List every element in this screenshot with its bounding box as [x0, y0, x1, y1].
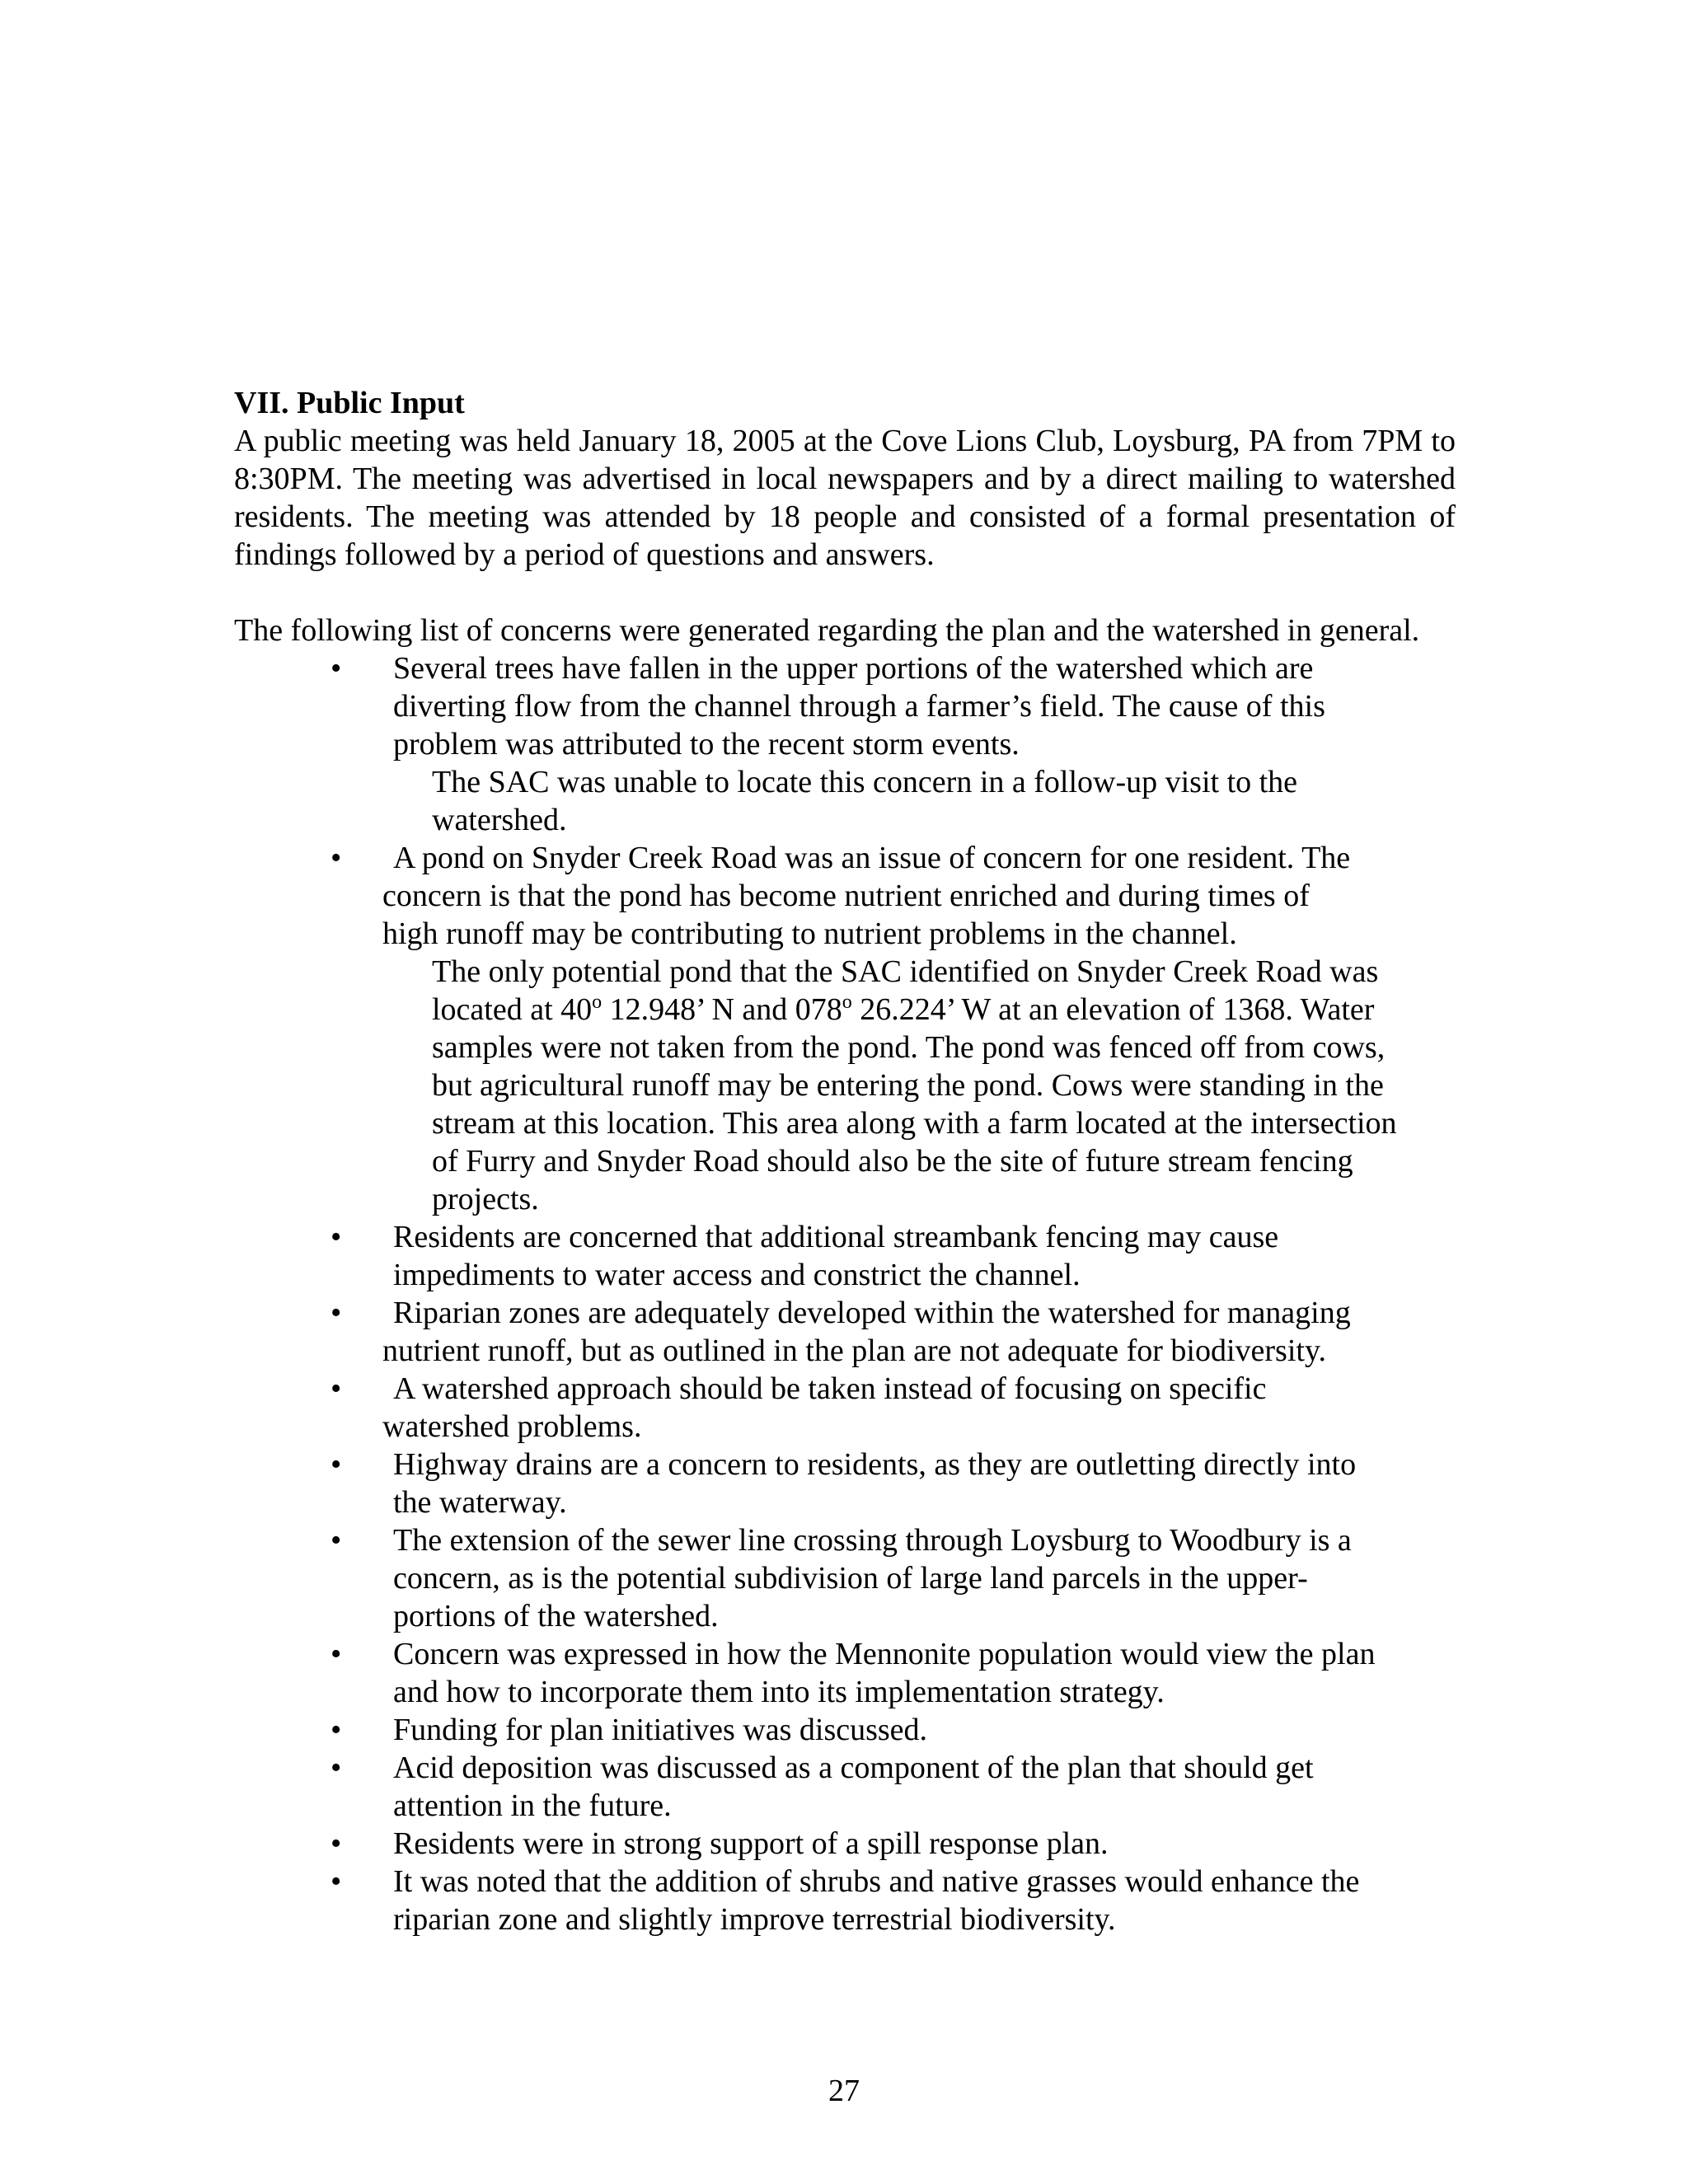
concern-item — [234, 1749, 1456, 1825]
concern-line: A pond on Snyder Creek Road was an issue of concern for one resident. The — [393, 841, 1351, 875]
page-content — [234, 384, 1456, 1938]
response-line: but agricultural runoff may be entering the pond. Cows were standing in the — [432, 1068, 1384, 1103]
concern-item — [234, 1635, 1456, 1711]
response-line: stream at this location. This area along with a farm located at the intersection — [432, 1106, 1397, 1141]
concern-item — [234, 839, 1456, 953]
concern-line: Highway drains are a concern to residents, as they are outletting directly into — [393, 1447, 1357, 1482]
response-line: samples were not taken from the pond. The pond was fenced off from cows, — [432, 1030, 1386, 1065]
intro-paragraph: A public meeting was held January 18, 2005 at the Cove Lions Club, Loysburg, PA from 7PM to 8:30PM. The meeting was advertised in local newspapers and by a direct mailing to watershed residents. The meeting was attended by 18 people and consisted of a formal presentation of findings followed by a period of questions and answers. — [234, 424, 1456, 572]
concern-line: diverting flow from the channel through a farmer’s field. The cause of this — [393, 689, 1325, 724]
concern-line: watershed problems. — [382, 1409, 642, 1444]
response-line: watershed. — [432, 803, 567, 837]
concern-line: riparian zone and slightly improve terrestrial biodiversity. — [393, 1902, 1116, 1937]
response-line: The only potential pond that the SAC identified on Snyder Creek Road was — [432, 954, 1379, 989]
sac-response — [234, 953, 1456, 1218]
concern-line: Residents are concerned that additional streambank fencing may cause — [393, 1220, 1279, 1254]
concern-line: high runoff may be contributing to nutrient problems in the channel. — [382, 916, 1237, 951]
degree-mark: o — [592, 991, 603, 1013]
concern-item — [234, 1711, 1456, 1749]
bullet-icon: • — [331, 841, 342, 875]
concern-item — [234, 649, 1456, 763]
concern-line: Acid deposition was discussed as a component of the plan that should get — [393, 1750, 1314, 1785]
concern-item — [234, 1825, 1456, 1863]
concern-line: concern is that the pond has become nutrient enriched and during times of — [382, 879, 1310, 913]
bullet-icon: • — [331, 1371, 342, 1406]
concern-line: It was noted that the addition of shrubs and native grasses would enhance the — [393, 1864, 1360, 1899]
concern-line: Concern was expressed in how the Mennonite population would view the plan — [393, 1637, 1376, 1671]
bullet-icon: • — [331, 1220, 342, 1254]
concern-line: The extension of the sewer line crossing through Loysburg to Woodbury is a — [393, 1523, 1352, 1558]
concern-line: concern, as is the potential subdivision of large land parcels in the upper- — [393, 1561, 1308, 1596]
concern-line: the waterway. — [393, 1485, 567, 1520]
bullet-icon: • — [331, 1296, 342, 1330]
list-intro-paragraph: The following list of concerns were generated regarding the plan and the watershed in general. — [234, 613, 1420, 648]
concern-line: portions of the watershed. — [393, 1599, 719, 1633]
concerns-list — [234, 649, 1456, 1938]
response-line-coordinates: located at 40$^o$ 12.948’ N and 078$^o$ 26.224’ W at an elevation of 1368. Water — [432, 991, 1375, 1027]
section-heading: VII. Public Input — [234, 386, 465, 420]
concern-line: A watershed approach should be taken instead of focusing on specific — [393, 1371, 1267, 1406]
concern-line: Several trees have fallen in the upper portions of the watershed which are — [393, 651, 1314, 686]
concern-line: Residents were in strong support of a spill response plan. — [393, 1826, 1109, 1861]
paragraph-gap — [234, 574, 1456, 612]
concern-line: problem was attributed to the recent storm events. — [393, 727, 1020, 762]
bullet-icon: • — [331, 651, 342, 686]
concern-item — [234, 1521, 1456, 1635]
concern-line: and how to incorporate them into its implementation strategy. — [393, 1675, 1165, 1709]
concern-line: nutrient runoff, but as outlined in the plan are not adequate for biodiversity. — [382, 1333, 1326, 1368]
concern-item — [234, 1218, 1456, 1294]
concern-item — [234, 1863, 1456, 1938]
response-line: The SAC was unable to locate this concern in a follow-up visit to the — [432, 765, 1298, 799]
page-number: 27 — [828, 2074, 860, 2108]
concern-item — [234, 1446, 1456, 1521]
bullet-icon: • — [331, 1523, 342, 1558]
concern-line: Funding for plan initiatives was discussed. — [393, 1713, 928, 1747]
concern-item — [234, 1294, 1456, 1370]
response-line: of Furry and Snyder Road should also be the site of future stream fencing — [432, 1144, 1353, 1179]
concern-line: Riparian zones are adequately developed within the watershed for managing — [393, 1296, 1351, 1330]
bullet-icon: • — [331, 1637, 342, 1671]
bullet-icon: • — [331, 1447, 342, 1482]
sac-response — [234, 763, 1456, 839]
response-line: projects. — [432, 1182, 539, 1216]
bullet-icon: • — [331, 1713, 342, 1747]
bullet-icon: • — [331, 1826, 342, 1861]
concern-line: attention in the future. — [393, 1788, 672, 1823]
bullet-icon: • — [331, 1750, 342, 1785]
bullet-icon: • — [331, 1864, 342, 1899]
concern-item — [234, 1370, 1456, 1446]
concern-line: impediments to water access and constrict the channel. — [393, 1258, 1081, 1292]
degree-mark: o — [842, 991, 852, 1013]
